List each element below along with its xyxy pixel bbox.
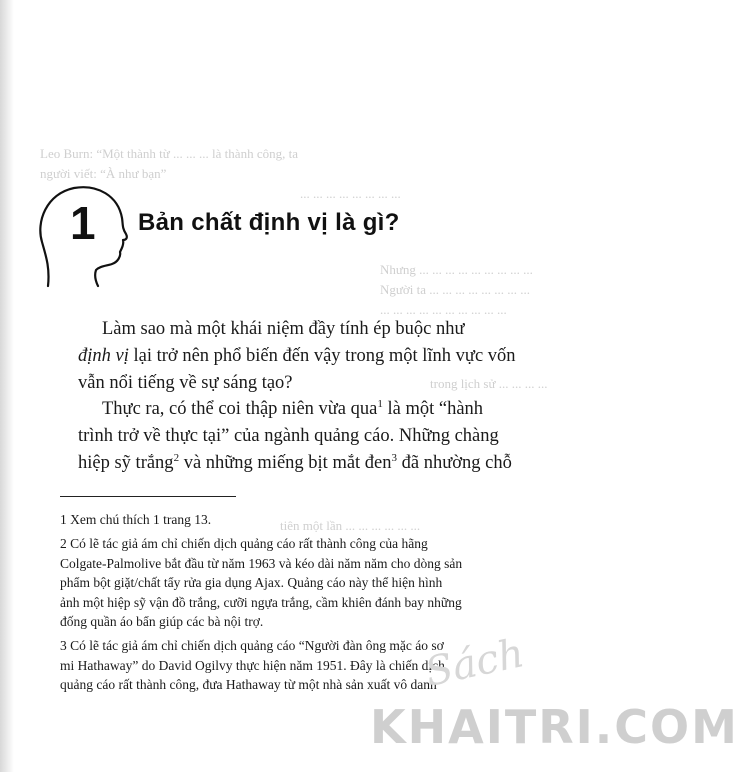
bleed-through-line: tiên một lần ... ... ... ... ... ... <box>280 518 421 533</box>
body-paragraph-2 <box>78 396 512 477</box>
bleed-through-line: Nhưng ... ... ... ... ... ... ... ... ... <box>380 262 533 277</box>
paragraph-line: vẫn nổi tiếng về sự sáng tạo? <box>78 373 293 393</box>
paragraph-line-rest: lại trở nên phổ biến đến vậy trong một lĩnh vực vốn <box>128 346 516 366</box>
bleed-through-line: Người ta ... ... ... ... ... ... ... ... <box>380 282 531 297</box>
paragraph-text: đã nhường chỗ <box>397 453 512 473</box>
footnote-line: 3 Có lẽ tác giả ám chỉ chiến dịch quảng cáo “Người đàn ông mặc áo sơ <box>60 638 444 653</box>
bleed-through-line: ... ... ... ... ... ... ... ... <box>300 186 401 201</box>
footnote-line: phẩm bột giặt/chất tẩy rửa gia dụng Ajax. Quảng cáo này thể hiện hình <box>60 575 443 590</box>
watermark-logo: KHAITRI.COM <box>370 700 739 754</box>
footnote-ref-2: 2 <box>173 451 180 464</box>
watermark-script: Sách <box>421 630 529 696</box>
paragraph-text: là một “hành <box>382 399 484 419</box>
paragraph-text: hiệp sỹ trắng <box>78 453 174 473</box>
bleed-through-line: Leo Burn: “Một thành từ ... ... ... là thành công, ta <box>40 146 298 161</box>
footnote-ref-3: 3 <box>391 451 398 464</box>
paragraph-line: Làm sao mà một khái niệm đầy tính ép buộc như <box>102 319 465 339</box>
footnote-divider <box>60 496 236 497</box>
paragraph-line <box>78 396 484 423</box>
paragraph-line <box>78 450 512 477</box>
bleed-through-line: ... ... ... ... ... ... ... ... ... ... <box>380 302 507 317</box>
footnote-ref-1: 1 <box>377 397 383 410</box>
footnote-1 <box>60 510 475 530</box>
footnote-line: mi Hathaway” do David Ogilvy thực hiện năm 1951. Đây là chiến dịch <box>60 657 445 673</box>
footnote-line: đống quần áo bẩn giúp các bà nội trợ. <box>60 614 264 629</box>
chapter-number: 1 <box>70 197 96 249</box>
chapter-title: Bản chất định vị là gì? <box>138 209 400 236</box>
footnote-3 <box>60 636 475 695</box>
paragraph-line <box>78 343 516 370</box>
emphasis-text: định vị <box>78 346 129 366</box>
bleed-through-line: trong lịch sử ... ... ... ... <box>430 376 548 391</box>
footnote-line: 2 Có lẽ tác giả ám chỉ chiến dịch quảng cáo rất thành công của hãng <box>60 536 428 551</box>
footnote-line: quảng cáo rất thành công, đưa Hathaway từ một nhà sản xuất vô danh <box>60 677 437 692</box>
paragraph-text: và những miếng bịt mắt đen <box>179 453 392 473</box>
paragraph-text: Thực ra, có thể coi thập niên vừa qua <box>102 399 378 419</box>
paragraph-line: trình trở về thực tại” của ngành quảng cáo. Những chàng <box>78 426 499 446</box>
footnote-line: Colgate-Palmolive bắt đầu từ năm 1963 và kéo dài năm năm cho dòng sản <box>60 555 463 571</box>
footnote-line: 1 Xem chú thích 1 trang 13. <box>60 512 212 527</box>
footnote-2 <box>60 534 475 632</box>
footnote-line: ảnh một hiệp sỹ vận đồ trắng, cưỡi ngựa trắng, cầm khiên đánh bay những <box>60 594 462 610</box>
page-gutter-shadow <box>0 0 14 772</box>
bleed-through-line: người viết: “À như bạn” <box>40 166 167 181</box>
